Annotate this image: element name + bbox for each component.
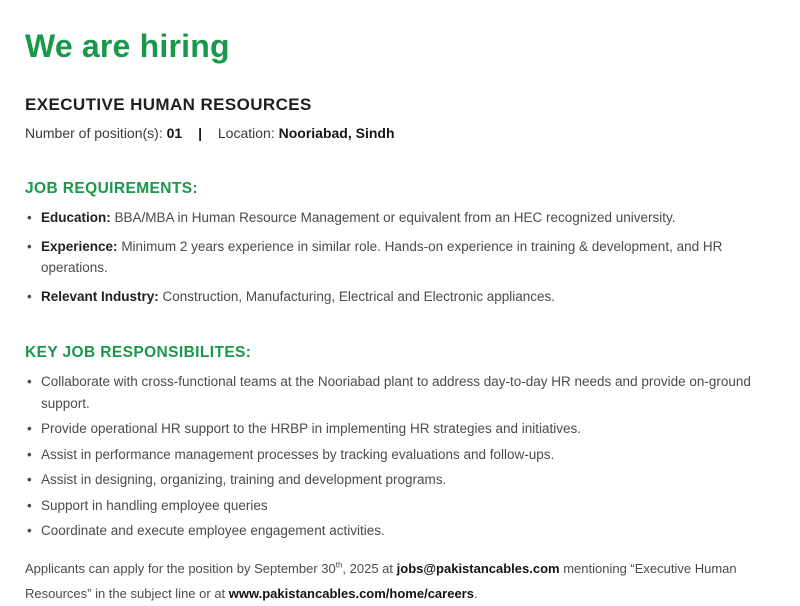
responsibility-item: • Collaborate with cross-functional teams at the Nooriabad plant to address day-to-day HR needs and provide on-ground support. — [25, 371, 770, 414]
job-requirements-section — [25, 179, 770, 307]
positions-label: Number of position(s): — [25, 125, 163, 141]
requirement-label: Education: — [41, 210, 111, 225]
location-label: Location: — [217, 125, 275, 141]
job-requirements-list — [25, 207, 770, 307]
requirement-text: BBA/MBA in Human Resource Management or equivalent from an HEC recognized university. — [114, 210, 676, 225]
page-title: We are hiring — [25, 28, 230, 64]
requirement-item — [25, 236, 770, 279]
responsibility-item: • Assist in performance management processes by tracking evaluations and follow-ups. — [25, 444, 770, 466]
position-meta — [25, 124, 770, 143]
location-value: Nooriabad, Sindh — [278, 125, 395, 141]
application-email: jobs@pakistancables.com — [396, 560, 560, 576]
requirement-item — [25, 207, 770, 229]
requirement-item — [25, 286, 770, 308]
apply-text-start: Applicants can apply for the position by September 30 — [25, 560, 336, 576]
responsibility-item: • Provide operational HR support to the HRBP in implementing HR strategies and initiatives. — [25, 418, 770, 440]
key-responsibilities-list — [25, 371, 770, 542]
job-requirements-heading: JOB REQUIREMENTS: — [25, 180, 199, 197]
positions-value: 01 — [166, 125, 183, 141]
responsibility-item: • Support in handling employee queries — [25, 495, 770, 517]
meta-separator: | — [198, 125, 202, 141]
date-ordinal-suffix: th — [335, 560, 343, 570]
careers-url: www.pakistancables.com/home/careers — [228, 585, 474, 601]
requirement-label: Relevant Industry: — [41, 288, 159, 304]
key-responsibilities-heading: KEY JOB RESPONSIBILITES: — [25, 344, 252, 361]
requirement-text: Construction, Manufacturing, Electrical and Electronic appliances. — [162, 288, 555, 304]
requirement-label: Experience: — [41, 238, 118, 254]
responsibility-item: • Assist in designing, organizing, training and development programs. — [25, 469, 770, 491]
apply-text-mention: mentioning “Executive Human Resources” in the subject line or at — [25, 560, 737, 601]
requirement-text: Minimum 2 years experience in similar role. Hands-on experience in training & development, and HR operations. — [41, 238, 723, 275]
apply-text-middle: , 2025 at — [342, 560, 397, 576]
responsibility-item: • Coordinate and execute employee engagement activities. — [25, 520, 770, 542]
key-responsibilities-section — [25, 343, 770, 542]
application-instructions — [25, 556, 770, 606]
apply-text-end: . — [473, 585, 478, 601]
job-title: EXECUTIVE HUMAN RESOURCES — [25, 95, 312, 114]
